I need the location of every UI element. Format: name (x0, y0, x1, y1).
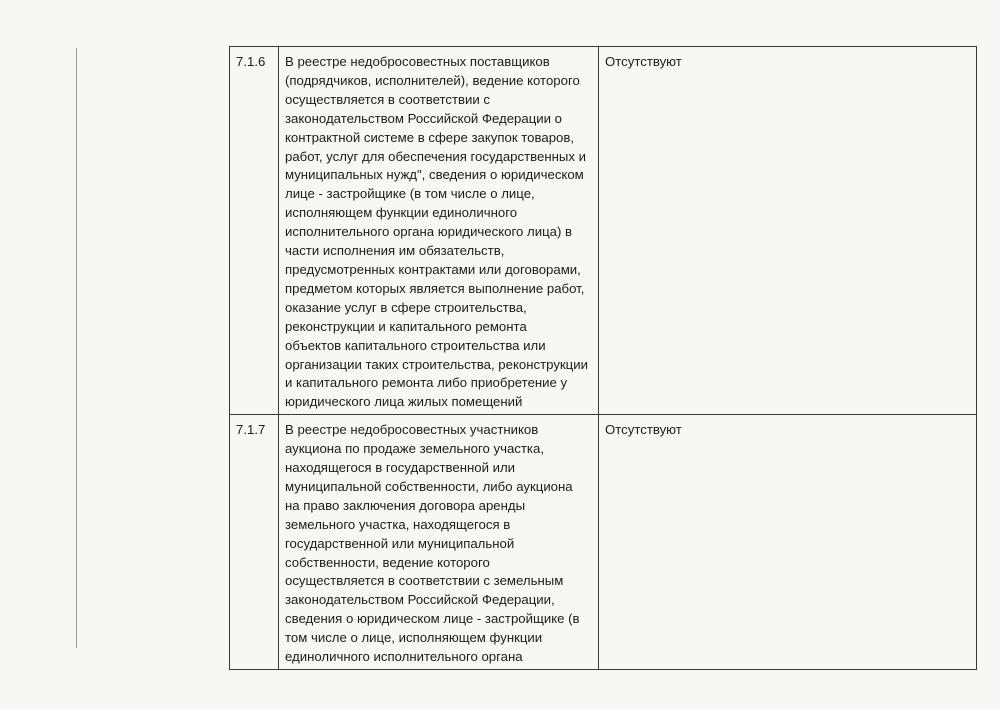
text-line: организации таких строительства, реконструкции (285, 356, 588, 372)
text-line: предусмотренных контрактами или договорами, (285, 261, 581, 277)
text-line: законодательством Российской Федерации о (285, 110, 563, 126)
text-line: на право заключения договора аренды (285, 497, 526, 513)
row-value: Отсутствуют (599, 415, 977, 670)
row-description (279, 47, 599, 415)
text-line: предметом которых является выполнение работ, (285, 280, 585, 296)
text-line: юридического лица жилых помещений (285, 394, 523, 410)
text-line: земельного участка, находящегося в (285, 516, 511, 532)
text-line: аукциона по продаже земельного участка, (285, 441, 544, 457)
disclosure-table (229, 46, 977, 670)
text-line: муниципальной собственности, либо аукциона (285, 478, 573, 494)
text-line: контрактной системе в сфере закупок товаров, (285, 129, 575, 145)
text-line: муниципальных нужд", сведения о юридическом (285, 167, 584, 183)
text-line: собственности, ведение которого (285, 554, 490, 570)
row-description (279, 415, 599, 670)
row-number: 7.1.7 (230, 415, 279, 670)
text-line: объектов капитального строительства или (285, 337, 546, 353)
text-line: и капитального ремонта либо приобретение у (285, 375, 568, 391)
text-line: сведения о юридическом лице - застройщике (в (285, 611, 580, 627)
text-line: В реестре недобросовестных поставщиков (285, 54, 550, 69)
text-line: находящегося в государственной или (285, 460, 516, 476)
text-line: исполнительного органа юридического лица) в (285, 224, 573, 240)
row-value: Отсутствуют (599, 47, 977, 415)
page-margin-line (76, 48, 77, 648)
row-number: 7.1.6 (230, 47, 279, 415)
table-row (230, 415, 977, 670)
text-line: осуществляется в соответствии с земельным (285, 573, 564, 589)
text-line: осуществляется в соответствии с (285, 91, 491, 107)
text-line: законодательством Российской Федерации, (285, 592, 555, 608)
text-line: работ, услуг для обеспечения государственных и (285, 148, 586, 164)
text-line: оказание услуг в сфере строительства, (285, 299, 527, 315)
text-line: государственной или муниципальной (285, 535, 515, 551)
text-line: (подрядчиков, исполнителей), ведение которого (285, 72, 580, 88)
table-row (230, 47, 977, 415)
text-line: исполняющем функции единоличного (285, 205, 518, 221)
text-line: том числе о лице, исполняющем функции (285, 630, 543, 646)
text-line: В реестре недобросовестных участников (285, 422, 539, 438)
text-line: части исполнения им обязательств, (285, 243, 505, 259)
text-line: единоличного исполнительного органа (285, 649, 523, 665)
text-line: лице - застройщике (в том числе о лице, (285, 186, 535, 202)
text-line: реконструкции и капитального ремонта (285, 318, 527, 334)
